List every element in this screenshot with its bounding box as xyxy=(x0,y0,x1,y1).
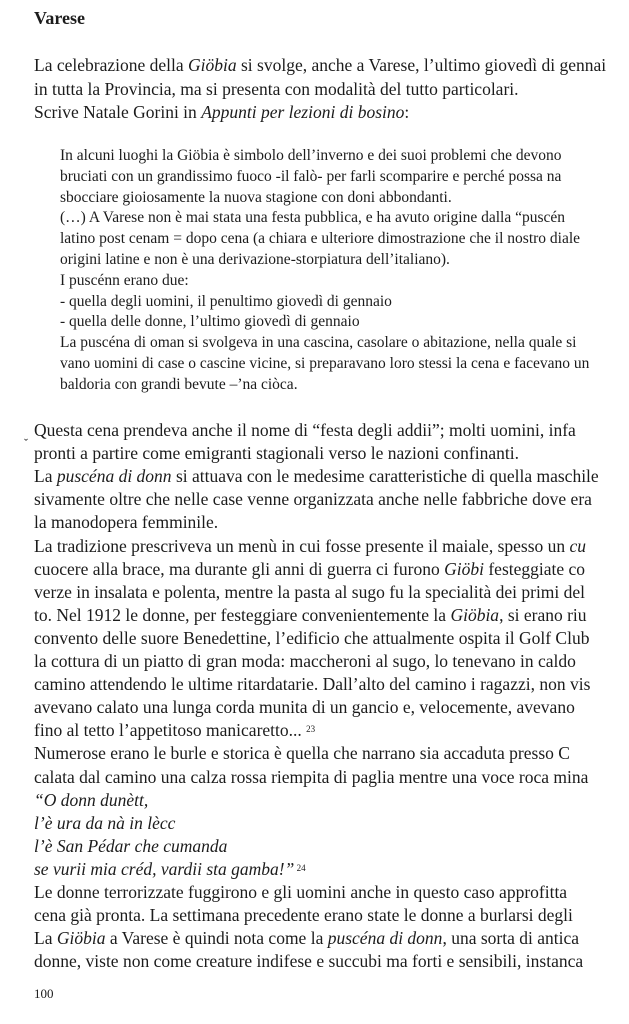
text-run: - quella delle donne, l’ultimo giovedì di gennaio xyxy=(60,313,360,331)
body-line xyxy=(34,653,576,671)
text-run: Questa cena prendeva anche il nome di “festa degli addii”; molti uomini, infa xyxy=(34,420,576,440)
text-run: cu xyxy=(569,535,587,556)
quote-line xyxy=(60,252,450,268)
body-line xyxy=(34,745,570,763)
text-run: l’è ura da nà in lècc xyxy=(34,812,176,833)
body-line xyxy=(34,907,573,925)
quote-line xyxy=(60,148,561,164)
body-line xyxy=(34,581,586,602)
text-run: fino al tetto l’appetitoso manicaretto... xyxy=(34,720,307,741)
text-run: latino post cenam = dopo cena (a chiara e ulteriore dimostrazione che il nostro diale xyxy=(60,230,581,248)
text-run: sivamente oltre che nelle case venne organizzata anche nelle fabbriche dove era xyxy=(34,489,592,510)
text-run: In alcuni luoghi la Giöbia è simbolo dell’inverno e dei suoi problemi che devono xyxy=(60,147,562,164)
text-run: donne, viste non come creature indifese e succubi ma forti e sensibili, instanca xyxy=(34,951,584,972)
footnote-ref: 24 xyxy=(294,862,306,873)
quote-line xyxy=(60,377,298,393)
text-run: puscéna di donn xyxy=(56,466,172,487)
text-run: Le donne terrorizzate fuggirono e gli uomini anche in questo caso approfitta xyxy=(34,882,568,902)
text-run: si svolge, anche a Varese, l’ultimo giovedì di gennai xyxy=(236,55,607,75)
body-line xyxy=(34,491,592,509)
text-run: : xyxy=(404,102,410,122)
body-line xyxy=(34,445,519,463)
body-line xyxy=(34,835,228,856)
text-run: si attuava con le medesime caratteristiche di quella maschile xyxy=(171,466,599,487)
text-run: Giöbi xyxy=(444,558,484,579)
text-run: La puscéna di oman si svolgeva in una cascina, casolare o abitazione, nella quale si xyxy=(60,334,577,352)
body-line xyxy=(34,558,586,579)
text-run: in tutta la Provincia, ma si presenta con modalità del tutto particolari. xyxy=(34,78,519,99)
body-line xyxy=(34,953,583,971)
quote-line xyxy=(60,273,189,289)
intro-line xyxy=(34,104,409,122)
body-line xyxy=(34,422,576,440)
text-run: puscéna di donn xyxy=(327,928,443,949)
quote-line xyxy=(60,294,392,310)
quote-line xyxy=(60,169,561,185)
text-run: La tradizione prescriveva un menù in cui fosse presente il maiale, spesso un xyxy=(34,535,570,556)
body-line xyxy=(34,930,579,948)
text-run: , una sorta di antica xyxy=(442,928,579,949)
body-line xyxy=(34,789,149,810)
body-line xyxy=(34,604,587,625)
quote-line xyxy=(60,190,452,206)
text-run: verze in insalata e polenta, mentre la pasta al sugo fu la specialità dei primi del xyxy=(34,581,586,602)
text-run: origini latine e non è una derivazione-storpiatura dell’italiano). xyxy=(60,251,450,268)
quote-line xyxy=(60,314,360,330)
text-run: La celebrazione della xyxy=(34,55,188,75)
text-run: to. Nel 1912 le donne, per festeggiare convenientemente la xyxy=(34,604,451,625)
text-run: Giöbia xyxy=(56,928,106,949)
text-run: bruciati con un grandissimo fuoco -il falò- per farli scomparire e perché possa na xyxy=(60,167,562,185)
quote-line xyxy=(60,356,589,372)
text-run: sbocciare gioiosamente la nuova stagione con doni abbondanti. xyxy=(60,188,452,206)
text-run: I puscénn erano due: xyxy=(60,271,189,289)
text-run: cuocere alla brace, ma durante gli anni di guerra ci furono xyxy=(34,558,445,579)
intro-line xyxy=(34,78,519,99)
footnote-ref: 23 xyxy=(306,724,316,735)
text-run: La xyxy=(34,466,57,487)
text-run: se vurii mia créd, vardii sta gamba!” xyxy=(34,858,295,879)
body-line xyxy=(34,884,567,902)
text-run: a Varese è quindi nota come la xyxy=(105,928,328,949)
quote-line xyxy=(60,210,565,226)
body-line xyxy=(34,699,575,717)
page-number: 100 xyxy=(34,986,54,1001)
text-run: avevano calato una lunga corda munita di un gancio e, velocemente, avevano xyxy=(34,697,575,718)
body-line xyxy=(34,766,589,787)
text-run: Scrive Natale Gorini in xyxy=(34,102,202,122)
quote-line xyxy=(60,335,576,351)
text-run: pronti a partire come emigranti stagionali verso le nazioni confinanti. xyxy=(34,443,519,464)
text-run: Giöbia xyxy=(450,604,500,625)
text-run: - quella degli uomini, il penultimo giovedì di gennaio xyxy=(60,292,392,310)
body-line xyxy=(34,812,176,833)
text-run: Appunti per lezioni di bosino xyxy=(201,102,405,122)
text-run: convento delle suore Benedettine, l’edificio che attualmente ospita il Golf Club xyxy=(34,627,590,648)
text-run: Giöbia xyxy=(188,55,237,75)
body-line xyxy=(34,858,306,879)
intro-line xyxy=(34,57,606,75)
text-run: baldoria con grandi bevute –’na ciòca. xyxy=(60,375,298,393)
text-run: cena già pronta. La settimana precedente erano state le donne a burlarsi degli xyxy=(34,905,573,926)
text-run: La xyxy=(34,928,57,949)
text-run: (…) A Varese non è mai stata una festa pubblica, e ha avuto origine dalla “puscén xyxy=(60,209,566,227)
text-run: “O donn dunètt, xyxy=(34,789,149,810)
body-line xyxy=(34,676,590,694)
text-run: festeggiate co xyxy=(483,558,586,579)
text-run: camino attendendo le ultime ritardatarie. Dall’alto del camino i ragazzi, non vis xyxy=(34,674,591,695)
body-line xyxy=(34,535,587,556)
body-line xyxy=(34,627,590,648)
body-line xyxy=(34,722,315,740)
body-line xyxy=(34,514,218,532)
text-run: , si erano riu xyxy=(499,604,587,625)
text-run: la manodopera femminile. xyxy=(34,512,219,533)
text-run: Numerose erano le burle e storica è quella che narrano sia accaduta presso C xyxy=(34,743,570,764)
body-line xyxy=(34,468,599,486)
text-run: calata dal camino una calza rossa riempita di paglia mentre una voce roca mina xyxy=(34,766,589,787)
section-heading: Varese xyxy=(34,8,85,28)
text-run: l’è San Pédar che cumanda xyxy=(34,835,228,856)
text-run: vano uomini di case o cascine vicine, si preparavano loro stessi la cena e facevano un xyxy=(60,355,590,372)
margin-mark: ˇ xyxy=(24,436,28,450)
quote-line xyxy=(60,231,580,247)
text-run: la cottura di un piatto di gran moda: maccheroni al sugo, lo tenevano in caldo xyxy=(34,651,576,671)
